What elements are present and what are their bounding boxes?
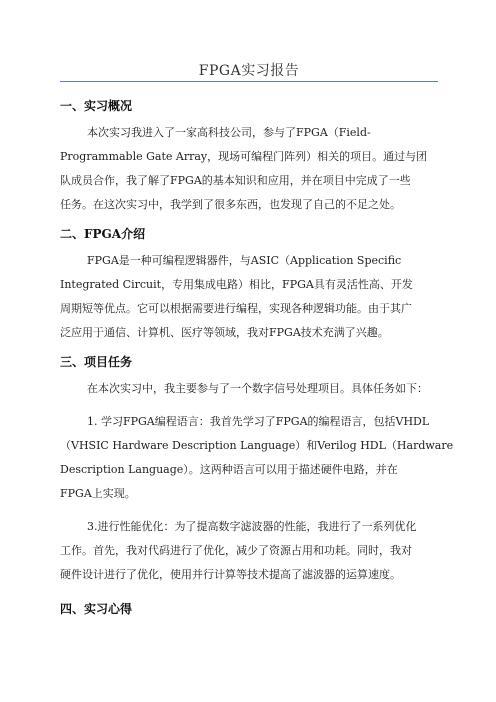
paragraph-line: 在本次实习中，我主要参与了一个数字信号处理项目。具体任务如下： xyxy=(87,382,428,395)
paragraph-line: 泛应用于通信、计算机、医疗等领域，我对FPGA技术充满了兴趣。 xyxy=(60,326,389,339)
list-item-line: 硬件设计进行了优化，使用并行计算等技术提高了滤波器的运算速度。 xyxy=(60,568,401,581)
document-title: FPGA实习报告 xyxy=(198,63,300,79)
section-heading-fpga-intro: 二、FPGA介绍 xyxy=(60,227,146,241)
paragraph-line: Integrated Circuit，专用集成电路）相比，FPGA具有灵活性高、开发 xyxy=(60,278,413,291)
list-item-line: 1. 学习FPGA编程语言：我首先学习了FPGA的编程语言，包括VHDL xyxy=(87,415,430,428)
paragraph-line: 任务。在这次实习中，我学到了很多东西，也发现了自己的不足之处。 xyxy=(60,198,401,211)
list-item-line: FPGA上实现。 xyxy=(60,487,136,500)
section-heading-reflections: 四、实习心得 xyxy=(60,602,133,616)
paragraph-line: 队成员合作，我了解了FPGA的基本知识和应用，并在项目中完成了一些 xyxy=(60,174,411,187)
list-item-line: （VHSIC Hardware Description Language）和Verilog HDL（Hardware xyxy=(60,439,454,452)
paragraph-line: 周期短等优点。它可以根据需要进行编程，实现各种逻辑功能。由于其广 xyxy=(60,302,412,315)
paragraph-line: Programmable Gate Array，现场可编程门阵列）相关的项目。通过与团 xyxy=(60,150,428,163)
list-item-line: 工作。首先，我对代码进行了优化，减少了资源占用和功耗。同时，我对 xyxy=(60,544,412,557)
section-heading-project-tasks: 三、项目任务 xyxy=(60,355,133,369)
title-divider xyxy=(60,81,438,82)
section-heading-overview: 一、实习概况 xyxy=(60,99,133,113)
paragraph-line: FPGA是一种可编程逻辑器件，与ASIC（Application Specific xyxy=(87,254,402,267)
list-item-line: Description Language）。这两种语言可以用于描述硬件电路，并在 xyxy=(60,463,398,476)
list-item-line: 3.进行性能优化：为了提高数字滤波器的性能，我进行了一系列优化 xyxy=(87,520,417,533)
paragraph-line: 本次实习我进入了一家高科技公司，参与了FPGA（Field- xyxy=(87,126,371,139)
